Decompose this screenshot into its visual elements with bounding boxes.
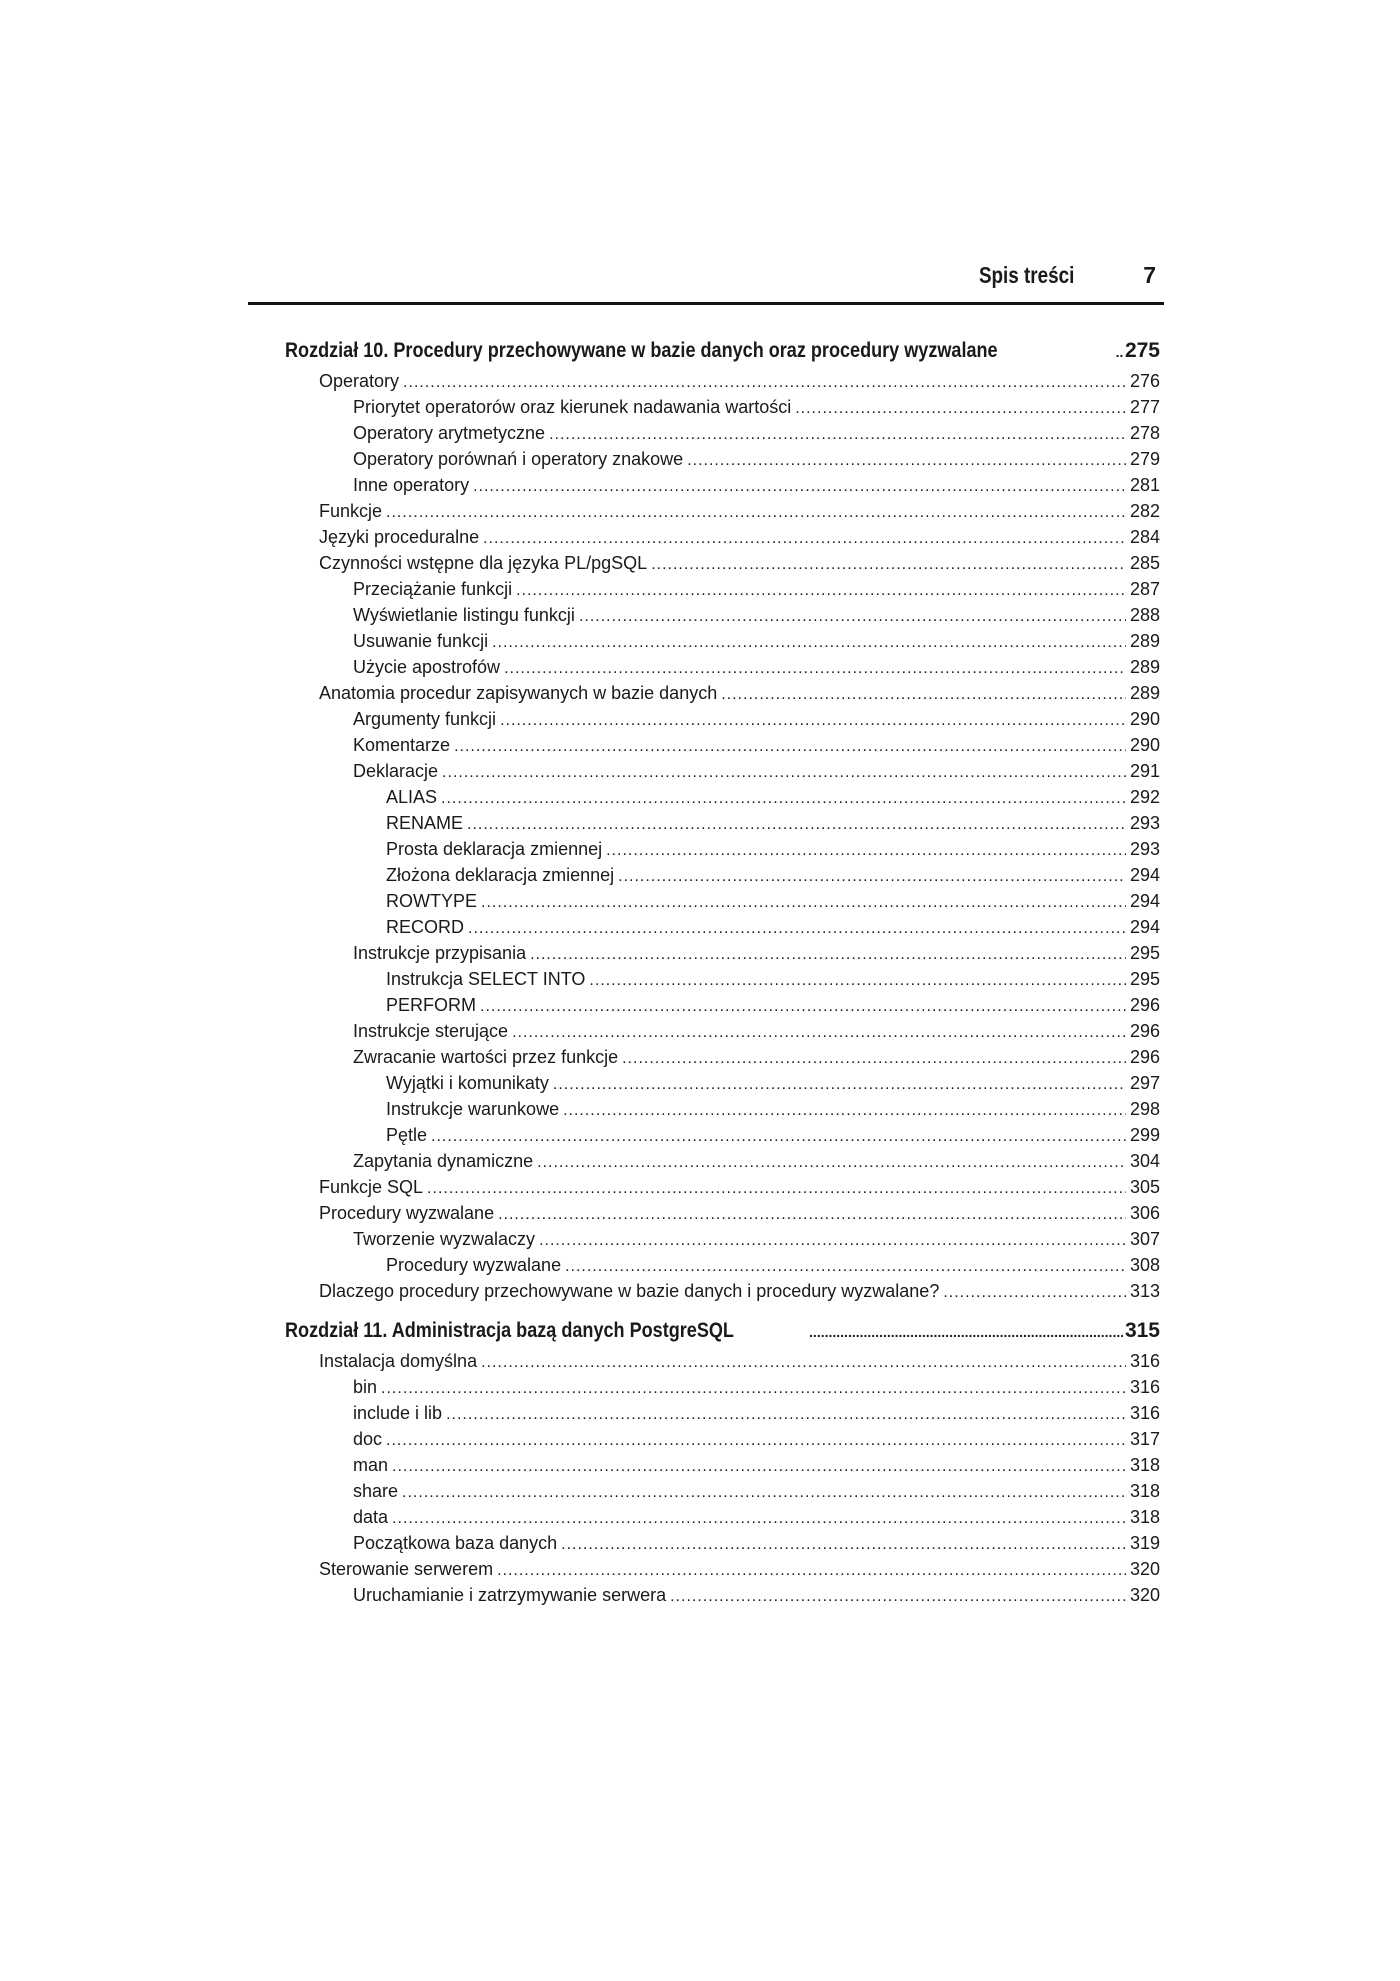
dot-leader bbox=[622, 1046, 1126, 1072]
dot-leader bbox=[589, 968, 1126, 994]
toc-page-number: 293 bbox=[1129, 813, 1160, 833]
dot-leader bbox=[442, 760, 1126, 786]
table-of-contents bbox=[285, 334, 1160, 1608]
toc-entry bbox=[285, 732, 1160, 758]
toc-page-number: 289 bbox=[1129, 631, 1160, 651]
dot-leader bbox=[381, 1376, 1126, 1402]
toc-page-number: 315 bbox=[1124, 1319, 1160, 1342]
dot-leader bbox=[504, 656, 1126, 682]
toc-entry-label: Rozdział 10. Procedury przechowywane w bazie danych oraz procedury wyzwalane bbox=[285, 339, 998, 362]
toc-entry-label: Anatomia procedur zapisywanych w bazie danych bbox=[319, 683, 718, 703]
toc-page-number: 275 bbox=[1124, 339, 1160, 362]
toc-entry bbox=[285, 368, 1160, 394]
toc-page-number: 277 bbox=[1129, 397, 1160, 417]
toc-entry-label: RECORD bbox=[386, 917, 465, 937]
toc-entry bbox=[285, 1226, 1160, 1252]
toc-entry-label: Instrukcje przypisania bbox=[353, 943, 527, 963]
dot-leader bbox=[467, 812, 1126, 838]
toc-page-number: 316 bbox=[1129, 1351, 1160, 1371]
dot-leader bbox=[512, 1020, 1126, 1046]
toc-entry-label: Funkcje bbox=[319, 501, 383, 521]
dot-leader bbox=[427, 1176, 1126, 1202]
toc-entry-label: Wyświetlanie listingu funkcji bbox=[353, 605, 575, 625]
toc-page-number: 296 bbox=[1129, 995, 1160, 1015]
toc-page-number: 291 bbox=[1129, 761, 1160, 781]
dot-leader bbox=[481, 1350, 1126, 1376]
toc-entry bbox=[285, 706, 1160, 732]
dot-leader bbox=[565, 1254, 1126, 1280]
dot-leader bbox=[431, 1124, 1126, 1150]
toc-entry bbox=[285, 1278, 1160, 1304]
toc-entry bbox=[285, 1018, 1160, 1044]
toc-chapter bbox=[285, 1314, 1160, 1348]
toc-page-number: 294 bbox=[1129, 865, 1160, 885]
dot-leader bbox=[498, 1202, 1126, 1228]
toc-entry-label: share bbox=[353, 1481, 399, 1501]
toc-entry-label: Tworzenie wyzwalaczy bbox=[353, 1229, 536, 1249]
dot-leader bbox=[651, 552, 1126, 578]
dot-leader bbox=[497, 1558, 1126, 1584]
header-page-number: 7 bbox=[1143, 262, 1156, 288]
toc-page-number: 289 bbox=[1129, 657, 1160, 677]
toc-entry-label: Komentarze bbox=[353, 735, 451, 755]
toc-entry bbox=[285, 810, 1160, 836]
toc-entry-label: Argumenty funkcji bbox=[353, 709, 497, 729]
dot-leader bbox=[483, 526, 1126, 552]
toc-entry bbox=[285, 1096, 1160, 1122]
toc-page-number: 296 bbox=[1129, 1021, 1160, 1041]
toc-entry-label: Deklaracje bbox=[353, 761, 439, 781]
toc-entry-label: Zwracanie wartości przez funkcje bbox=[353, 1047, 619, 1067]
dot-leader bbox=[721, 682, 1126, 708]
dot-leader bbox=[386, 1428, 1126, 1454]
toc-page-number: 294 bbox=[1129, 917, 1160, 937]
toc-entry bbox=[285, 498, 1160, 524]
header-title: Spis treści bbox=[978, 262, 1074, 288]
toc-page-number: 297 bbox=[1129, 1073, 1160, 1093]
toc-entry-label: Funkcje SQL bbox=[319, 1177, 424, 1197]
dot-leader bbox=[530, 942, 1126, 968]
toc-entry-label: ALIAS bbox=[386, 787, 438, 807]
toc-page-number: 282 bbox=[1129, 501, 1160, 521]
toc-page-number: 306 bbox=[1129, 1203, 1160, 1223]
toc-entry bbox=[285, 966, 1160, 992]
toc-entry-label: Inne operatory bbox=[353, 475, 470, 495]
dot-leader bbox=[537, 1150, 1126, 1176]
toc-entry bbox=[285, 1174, 1160, 1200]
toc-entry-label: ROWTYPE bbox=[386, 891, 478, 911]
toc-entry bbox=[285, 992, 1160, 1018]
toc-entry-label: Sterowanie serwerem bbox=[319, 1559, 494, 1579]
dot-leader bbox=[549, 422, 1126, 448]
dot-leader bbox=[480, 994, 1126, 1020]
dot-leader bbox=[809, 1315, 1123, 1349]
toc-entry bbox=[285, 784, 1160, 810]
dot-leader bbox=[392, 1506, 1126, 1532]
toc-entry bbox=[285, 654, 1160, 680]
toc-page-number: 316 bbox=[1129, 1377, 1160, 1397]
toc-entry-label: Prosta deklaracja zmiennej bbox=[386, 839, 603, 859]
toc-entry-label: Czynności wstępne dla języka PL/pgSQL bbox=[319, 553, 648, 573]
toc-entry-label: Początkowa baza danych bbox=[353, 1533, 558, 1553]
dot-leader bbox=[386, 500, 1126, 526]
toc-entry-label: man bbox=[353, 1455, 389, 1475]
toc-entry-label: Złożona deklaracja zmiennej bbox=[386, 865, 615, 885]
running-header bbox=[248, 262, 1164, 305]
toc-page-number: 285 bbox=[1129, 553, 1160, 573]
toc-page-number: 318 bbox=[1129, 1481, 1160, 1501]
toc-entry-label: Priorytet operatorów oraz kierunek nadawania wartości bbox=[353, 397, 792, 417]
dot-leader bbox=[481, 890, 1126, 916]
dot-leader bbox=[402, 1480, 1126, 1506]
dot-leader bbox=[670, 1584, 1126, 1610]
toc-entry-label: Języki proceduralne bbox=[319, 527, 480, 547]
dot-leader bbox=[454, 734, 1126, 760]
dot-leader bbox=[563, 1098, 1126, 1124]
toc-page-number: 287 bbox=[1129, 579, 1160, 599]
toc-entry-label: Instrukcje warunkowe bbox=[386, 1099, 560, 1119]
toc-page-number: 317 bbox=[1129, 1429, 1160, 1449]
toc-entry-label: Operatory arytmetyczne bbox=[353, 423, 546, 443]
toc-entry bbox=[285, 1044, 1160, 1070]
toc-entry-label: Usuwanie funkcji bbox=[353, 631, 489, 651]
dot-leader bbox=[539, 1228, 1126, 1254]
toc-entry bbox=[285, 914, 1160, 940]
toc-page-number: 304 bbox=[1129, 1151, 1160, 1171]
toc-entry bbox=[285, 1070, 1160, 1096]
toc-entry bbox=[285, 524, 1160, 550]
dot-leader bbox=[446, 1402, 1126, 1428]
toc-entry-label: Operatory porównań i operatory znakowe bbox=[353, 449, 684, 469]
toc-page-number: 319 bbox=[1129, 1533, 1160, 1553]
toc-entry bbox=[285, 602, 1160, 628]
toc-page-number: 278 bbox=[1129, 423, 1160, 443]
toc-entry-label: Instrukcja SELECT INTO bbox=[386, 969, 586, 989]
toc-page-number: 292 bbox=[1129, 787, 1160, 807]
toc-page-number: 290 bbox=[1129, 735, 1160, 755]
toc-entry bbox=[285, 1504, 1160, 1530]
toc-entry bbox=[285, 472, 1160, 498]
toc-entry-label: Rozdział 11. Administracja bazą danych PostgreSQL bbox=[285, 1319, 734, 1342]
toc-entry bbox=[285, 758, 1160, 784]
dot-leader bbox=[516, 578, 1126, 604]
toc-entry bbox=[285, 446, 1160, 472]
toc-entry bbox=[285, 1200, 1160, 1226]
toc-entry bbox=[285, 1556, 1160, 1582]
toc-entry-label: Procedury wyzwalane bbox=[386, 1255, 562, 1275]
dot-leader bbox=[618, 864, 1126, 890]
toc-page-number: 318 bbox=[1129, 1455, 1160, 1475]
toc-entry-label: include i lib bbox=[353, 1403, 443, 1423]
toc-entry bbox=[285, 1530, 1160, 1556]
dot-leader bbox=[473, 474, 1126, 500]
toc-entry bbox=[285, 1348, 1160, 1374]
dot-leader bbox=[1116, 335, 1123, 369]
toc-page-number: 293 bbox=[1129, 839, 1160, 859]
dot-leader bbox=[561, 1532, 1126, 1558]
toc-page-number: 288 bbox=[1129, 605, 1160, 625]
toc-entry bbox=[285, 1148, 1160, 1174]
toc-chapter bbox=[285, 334, 1160, 368]
dot-leader bbox=[606, 838, 1126, 864]
toc-entry bbox=[285, 1478, 1160, 1504]
dot-leader bbox=[579, 604, 1126, 630]
toc-page-number: 316 bbox=[1129, 1403, 1160, 1423]
toc-page-number: 313 bbox=[1129, 1281, 1160, 1301]
toc-entry-label: PERFORM bbox=[386, 995, 476, 1015]
toc-entry-label: data bbox=[353, 1507, 389, 1527]
dot-leader bbox=[553, 1072, 1126, 1098]
toc-entry bbox=[285, 576, 1160, 602]
toc-entry-label: Przeciążanie funkcji bbox=[353, 579, 513, 599]
toc-page-number: 279 bbox=[1129, 449, 1160, 469]
toc-page-number: 276 bbox=[1129, 371, 1160, 391]
toc-entry bbox=[285, 420, 1160, 446]
toc-entry-label: Dlaczego procedury przechowywane w bazie danych i procedury wyzwalane? bbox=[319, 1281, 940, 1301]
toc-entry-label: Uruchamianie i zatrzymywanie serwera bbox=[353, 1585, 667, 1605]
toc-page-number: 281 bbox=[1129, 475, 1160, 495]
dot-leader bbox=[687, 448, 1126, 474]
toc-page-number: 320 bbox=[1129, 1559, 1160, 1579]
dot-leader bbox=[468, 916, 1126, 942]
toc-page-number: 305 bbox=[1129, 1177, 1160, 1197]
toc-entry bbox=[285, 1400, 1160, 1426]
toc-entry bbox=[285, 1582, 1160, 1608]
toc-page-number: 299 bbox=[1129, 1125, 1160, 1145]
toc-page-number: 289 bbox=[1129, 683, 1160, 703]
dot-leader bbox=[392, 1454, 1126, 1480]
toc-entry bbox=[285, 888, 1160, 914]
toc-entry-label: Instalacja domyślna bbox=[319, 1351, 478, 1371]
toc-page-number: 307 bbox=[1129, 1229, 1160, 1249]
toc-entry bbox=[285, 1452, 1160, 1478]
toc-entry-label: Procedury wyzwalane bbox=[319, 1203, 495, 1223]
toc-entry bbox=[285, 862, 1160, 888]
toc-page-number: 295 bbox=[1129, 943, 1160, 963]
toc-page-number: 296 bbox=[1129, 1047, 1160, 1067]
toc-page-number: 298 bbox=[1129, 1099, 1160, 1119]
dot-leader bbox=[943, 1280, 1126, 1306]
toc-page-number: 320 bbox=[1129, 1585, 1160, 1605]
toc-entry-label: Wyjątki i komunikaty bbox=[386, 1073, 549, 1093]
toc-page-number: 290 bbox=[1129, 709, 1160, 729]
toc-entry bbox=[285, 628, 1160, 654]
toc-entry-label: bin bbox=[353, 1377, 378, 1397]
toc-entry-label: Pętle bbox=[386, 1125, 428, 1145]
toc-entry-label: RENAME bbox=[386, 813, 464, 833]
dot-leader bbox=[492, 630, 1126, 656]
toc-entry bbox=[285, 1122, 1160, 1148]
toc-entry bbox=[285, 1374, 1160, 1400]
toc-entry bbox=[285, 940, 1160, 966]
toc-entry bbox=[285, 1426, 1160, 1452]
dot-leader bbox=[403, 370, 1126, 396]
dot-leader bbox=[441, 786, 1126, 812]
toc-page-number: 284 bbox=[1129, 527, 1160, 547]
toc-page-number: 295 bbox=[1129, 969, 1160, 989]
toc-entry-label: Zapytania dynamiczne bbox=[353, 1151, 534, 1171]
toc-page-number: 308 bbox=[1129, 1255, 1160, 1275]
toc-entry-label: doc bbox=[353, 1429, 383, 1449]
toc-entry-label: Użycie apostrofów bbox=[353, 657, 501, 677]
dot-leader bbox=[795, 396, 1126, 422]
toc-page-number: 294 bbox=[1129, 891, 1160, 911]
toc-entry bbox=[285, 550, 1160, 576]
toc-entry-label: Operatory bbox=[319, 371, 400, 391]
dot-leader bbox=[500, 708, 1126, 734]
toc-page-number: 318 bbox=[1129, 1507, 1160, 1527]
toc-entry bbox=[285, 680, 1160, 706]
toc-entry bbox=[285, 836, 1160, 862]
toc-entry-label: Instrukcje sterujące bbox=[353, 1021, 509, 1041]
toc-entry bbox=[285, 394, 1160, 420]
toc-entry bbox=[285, 1252, 1160, 1278]
